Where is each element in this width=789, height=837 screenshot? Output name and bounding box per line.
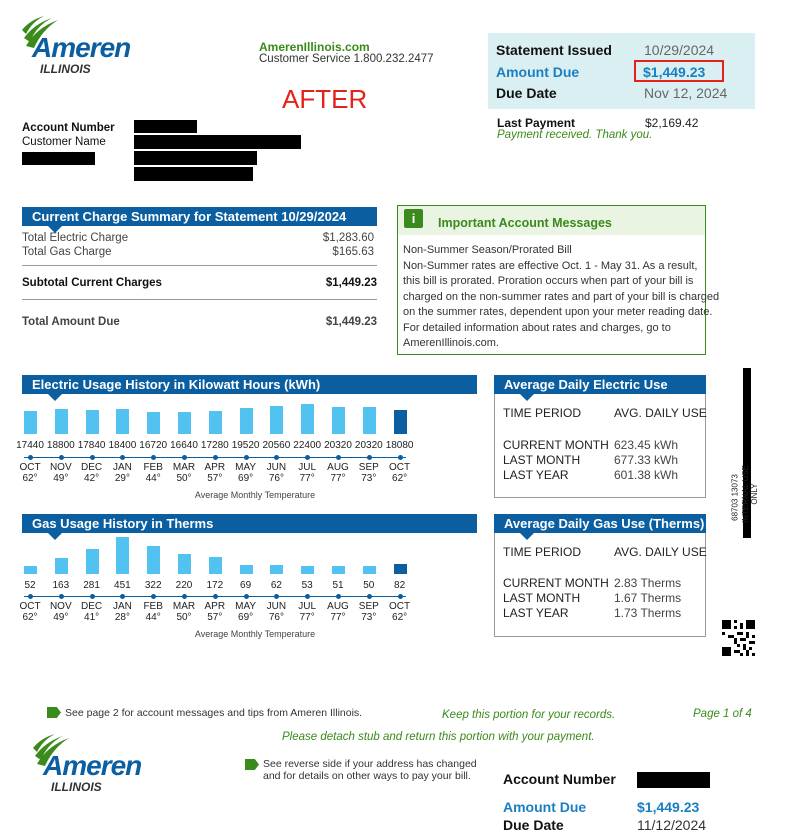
- month-label: OCT: [19, 601, 41, 612]
- temperature-label: 69°: [238, 473, 254, 484]
- temperature-label: 57°: [207, 612, 223, 623]
- month-label: JUN: [266, 462, 287, 473]
- period-label: LAST YEAR: [503, 468, 569, 482]
- avg-gas-col1: TIME PERIOD: [503, 545, 582, 559]
- usage-value-label: 51: [332, 580, 344, 591]
- amount-due-label: Amount Due: [496, 64, 580, 80]
- usage-value-label: 19520: [231, 440, 260, 451]
- usage-bar: [270, 406, 283, 434]
- redaction: [134, 151, 257, 165]
- period-label: LAST MONTH: [503, 453, 581, 467]
- usage-value-label: 17440: [16, 440, 44, 451]
- month-label: DEC: [81, 601, 103, 612]
- temperature-label: 62°: [22, 473, 38, 484]
- temperature-label: 73°: [361, 473, 377, 484]
- redaction: [134, 167, 253, 181]
- message-line: Non-Summer Season/Prorated Bill: [403, 244, 572, 256]
- month-label: NOV: [49, 601, 72, 612]
- messages-title: Important Account Messages: [438, 216, 612, 230]
- month-label: MAY: [235, 462, 257, 473]
- redaction: [134, 135, 301, 149]
- axis-dot: [336, 455, 341, 460]
- usage-value-label: 53: [301, 580, 313, 591]
- month-label: OCT: [19, 462, 41, 473]
- axis-dot: [90, 594, 95, 599]
- period-label: LAST MONTH: [503, 591, 581, 605]
- month-label: OCT: [389, 601, 411, 612]
- reverse-line: and for details on other ways to pay your bill.: [263, 770, 471, 782]
- usage-value-label: 20320: [354, 440, 383, 451]
- stub-account-label: Account Number: [503, 771, 616, 787]
- usage-value-label: 62: [270, 580, 282, 591]
- page-number: Page 1 of 4: [693, 708, 752, 720]
- electric-charge-value: $1,283.60: [322, 232, 374, 244]
- axis-dot: [244, 455, 249, 460]
- period-value: 1.67 Therms: [614, 591, 682, 605]
- avg-electric-values: [614, 438, 678, 483]
- axis-dot: [59, 594, 64, 599]
- month-label: AUG: [327, 601, 349, 612]
- gas-charge-value: $165.63: [332, 246, 374, 258]
- usage-bar: [363, 407, 376, 434]
- due-date-label: Due Date: [496, 85, 557, 101]
- usage-bar: [24, 566, 37, 574]
- account-number-label: Account Number: [22, 122, 115, 134]
- axis-dot: [213, 594, 218, 599]
- temperature-label: 77°: [330, 612, 346, 623]
- payment-note: Payment received. Thank you.: [497, 129, 653, 141]
- usage-value-label: 16720: [139, 440, 168, 451]
- message-line: AmerenIllinois.com.: [403, 337, 499, 349]
- usage-value-label: 22400: [293, 440, 322, 451]
- axis-dot: [305, 455, 310, 460]
- usage-value-label: 16640: [170, 440, 198, 451]
- temperature-label: 76°: [268, 612, 284, 623]
- summary-title: Current Charge Summary for Statement 10/29/2024: [22, 207, 377, 226]
- axis-dot: [90, 455, 95, 460]
- usage-bar: [86, 549, 99, 574]
- month-label: MAY: [235, 601, 257, 612]
- period-label: CURRENT MONTH: [503, 576, 609, 590]
- axis-dot: [151, 594, 156, 599]
- site-link[interactable]: AmerenIllinois.com: [259, 40, 370, 54]
- redaction: [22, 152, 95, 165]
- month-label: NOV: [49, 462, 72, 473]
- redaction: [637, 772, 710, 788]
- usage-value-label: 50: [363, 580, 375, 591]
- electric-history-arrow: [48, 394, 62, 401]
- temperature-label: 77°: [299, 473, 315, 484]
- month-label: SEP: [358, 462, 379, 473]
- ameren-logo-footer: [33, 734, 153, 794]
- stub-due-label: Due Date: [503, 817, 564, 833]
- period-value: 1.73 Therms: [614, 606, 682, 620]
- usage-value-label: 69: [240, 580, 252, 591]
- brand-name: Ameren: [43, 750, 142, 781]
- usage-value-label: 18080: [385, 440, 414, 451]
- axis-dot: [28, 594, 33, 599]
- messages-body: [403, 243, 719, 352]
- ameren-logo: [22, 16, 142, 76]
- axis-dot: [244, 594, 249, 599]
- temperature-label: 62°: [22, 612, 38, 623]
- temperature-label: 41°: [84, 612, 100, 623]
- message-line: For detailed information about rates and charges, go to: [403, 321, 671, 334]
- axis-dot: [120, 594, 125, 599]
- detach-note: Please detach stub and return this portion with your payment.: [282, 731, 595, 743]
- side-code: 68703 13073: [730, 474, 740, 521]
- usage-value-label: 18400: [108, 440, 137, 451]
- month-label: JUN: [266, 601, 287, 612]
- stub-amount-value: $1,449.23: [637, 799, 700, 815]
- month-label: JUL: [298, 601, 317, 612]
- temperature-label: 44°: [145, 612, 161, 623]
- usage-bar: [147, 546, 160, 574]
- qr-code-icon: [722, 620, 755, 656]
- usage-bar: [147, 412, 160, 434]
- usage-bar: [116, 537, 129, 574]
- gas-temp-caption: Average Monthly Temperature: [194, 629, 316, 639]
- due-date-value: Nov 12, 2024: [644, 85, 728, 101]
- summary-divider: [22, 265, 377, 266]
- usage-bar: [332, 566, 345, 574]
- usage-value-label: 17280: [200, 440, 229, 451]
- avg-gas-values: [614, 576, 681, 621]
- brand-state: ILLINOIS: [51, 780, 102, 794]
- reverse-note: [263, 758, 477, 782]
- info-icon: i: [404, 209, 423, 228]
- axis-dot: [367, 594, 372, 599]
- temperature-label: 28°: [114, 612, 130, 623]
- statement-issued-label: Statement Issued: [496, 42, 612, 58]
- gas-charge-label: Total Gas Charge: [22, 246, 112, 258]
- usage-value-label: 82: [394, 580, 406, 591]
- usage-bar: [301, 566, 314, 574]
- summary-divider: [22, 299, 377, 300]
- temperature-label: 49°: [53, 612, 69, 623]
- temperature-label: 57°: [207, 473, 223, 484]
- usage-bar: [178, 554, 191, 574]
- usage-value-label: 172: [206, 580, 224, 591]
- usage-bar: [86, 410, 99, 434]
- usage-value-label: 20320: [324, 440, 352, 451]
- gas-history-arrow: [48, 533, 62, 540]
- usage-bar: [209, 411, 222, 434]
- total-due-value: $1,449.23: [325, 316, 377, 328]
- axis-dot: [120, 455, 125, 460]
- month-label: FEB: [143, 601, 163, 612]
- usage-bar: [394, 410, 407, 434]
- period-label: CURRENT MONTH: [503, 438, 609, 452]
- axis-dot: [305, 594, 310, 599]
- brand-state: ILLINOIS: [40, 62, 91, 76]
- temperature-label: 69°: [238, 612, 254, 623]
- last-payment-label: Last Payment: [497, 116, 576, 130]
- reverse-line: See reverse side if your address has changed: [263, 758, 477, 770]
- axis-dot: [398, 594, 403, 599]
- usage-value-label: 17840: [77, 440, 106, 451]
- gas-history-title: Gas Usage History in Therms: [22, 514, 477, 533]
- avg-electric-col2: AVG. DAILY USE: [614, 406, 707, 420]
- month-label: APR: [204, 601, 226, 612]
- usage-bar: [116, 409, 129, 434]
- usage-bar: [363, 566, 376, 574]
- period-value: 601.38 kWh: [614, 468, 679, 482]
- period-value: 623.45 kWh: [614, 438, 679, 452]
- axis-dot: [151, 455, 156, 460]
- avg-electric-col1: TIME PERIOD: [503, 406, 582, 420]
- message-line: this bill is prorated. Proration occurs when part of your bill is: [403, 275, 694, 287]
- usage-bar: [209, 557, 222, 574]
- temperature-label: 76°: [268, 473, 284, 484]
- message-line: Non-Summer rates are effective Oct. 1 - May 31. As a result,: [403, 259, 698, 272]
- month-label: MAR: [172, 462, 196, 473]
- internal-use-label: INTERNAL USE ONLY: [741, 465, 759, 523]
- usage-bar: [178, 412, 191, 434]
- electric-history-title: Electric Usage History in Kilowatt Hours (kWh): [22, 375, 477, 394]
- axis-dot: [182, 455, 187, 460]
- temperature-label: 44°: [145, 473, 161, 484]
- month-label: AUG: [327, 462, 349, 473]
- axis-dot: [274, 455, 279, 460]
- month-label: APR: [204, 462, 226, 473]
- temperature-label: 62°: [392, 473, 408, 484]
- usage-bar: [270, 565, 283, 574]
- electric-temp-caption: Average Monthly Temperature: [194, 490, 316, 500]
- month-label: JAN: [112, 601, 132, 612]
- redaction: [134, 120, 197, 133]
- axis-dot: [59, 455, 64, 460]
- axis-dot: [274, 594, 279, 599]
- last-payment-value: $2,169.42: [645, 116, 699, 130]
- usage-bar: [240, 408, 253, 434]
- month-label: SEP: [358, 601, 379, 612]
- customer-service: Customer Service 1.800.232.2477: [259, 53, 434, 65]
- page2-note: See page 2 for account messages and tips from Ameren Illinois.: [65, 707, 363, 719]
- usage-bar: [394, 564, 407, 574]
- temperature-label: 73°: [361, 612, 377, 623]
- avg-electric-periods: [503, 438, 609, 483]
- temperature-label: 77°: [299, 612, 315, 623]
- month-label: MAR: [172, 601, 196, 612]
- usage-bar: [55, 409, 68, 434]
- usage-value-label: 163: [52, 580, 70, 591]
- period-value: 2.83 Therms: [614, 576, 682, 590]
- temperature-label: 50°: [176, 612, 192, 623]
- stub-due-value: 11/12/2024: [637, 817, 707, 833]
- brand-name: Ameren: [32, 32, 131, 63]
- avg-gas-periods: [503, 576, 609, 621]
- after-stamp: AFTER: [282, 84, 368, 114]
- axis-dot: [28, 455, 33, 460]
- temperature-label: 42°: [84, 473, 100, 484]
- month-label: FEB: [143, 462, 163, 473]
- subtotal-value: $1,449.23: [325, 277, 377, 289]
- usage-value-label: 20560: [262, 440, 291, 451]
- temperature-label: 49°: [53, 473, 69, 484]
- usage-value-label: 322: [144, 580, 162, 591]
- avg-electric-title: Average Daily Electric Use (kWh): [494, 375, 706, 394]
- temperature-label: 77°: [330, 473, 346, 484]
- period-value: 677.33 kWh: [614, 453, 679, 467]
- usage-value-label: 281: [83, 580, 100, 591]
- avg-gas-col2: AVG. DAILY USE: [614, 545, 707, 559]
- keep-note: Keep this portion for your records.: [442, 709, 616, 721]
- statement-issued-value: 10/29/2024: [644, 42, 715, 58]
- usage-bar: [301, 404, 314, 434]
- avg-gas-title: Average Daily Gas Use (Therms): [494, 514, 706, 533]
- temperature-label: 50°: [176, 473, 192, 484]
- usage-bar: [332, 407, 345, 434]
- message-line: charged on the non-summer rates and part of your bill is charged: [403, 290, 720, 303]
- amount-due-value: $1,449.23: [643, 64, 706, 80]
- month-label: JUL: [298, 462, 317, 473]
- usage-value-label: 220: [175, 580, 193, 591]
- usage-bar: [55, 558, 68, 574]
- stub-amount-label: Amount Due: [503, 799, 587, 815]
- month-label: OCT: [389, 462, 411, 473]
- month-label: JAN: [112, 462, 132, 473]
- customer-name-label: Customer Name: [22, 136, 106, 148]
- usage-value-label: 451: [114, 580, 131, 591]
- month-label: DEC: [81, 462, 103, 473]
- usage-bar: [24, 411, 37, 434]
- axis-dot: [398, 455, 403, 460]
- temperature-label: 29°: [114, 473, 130, 484]
- message-line: on the summer rates, dependent upon your meter reading date.: [403, 306, 713, 318]
- axis-dot: [336, 594, 341, 599]
- axis-dot: [182, 594, 187, 599]
- axis-dot: [367, 455, 372, 460]
- usage-value-label: 18800: [46, 440, 75, 451]
- total-due-label: Total Amount Due: [22, 316, 120, 328]
- arrow-tag-icon: [47, 707, 61, 718]
- period-label: LAST YEAR: [503, 606, 569, 620]
- temperature-label: 62°: [392, 612, 408, 623]
- arrow-tag-icon: [245, 759, 259, 770]
- subtotal-label: Subtotal Current Charges: [22, 277, 162, 289]
- usage-value-label: 52: [24, 580, 36, 591]
- axis-dot: [213, 455, 218, 460]
- electric-charge-label: Total Electric Charge: [22, 232, 129, 244]
- usage-bar: [240, 565, 253, 574]
